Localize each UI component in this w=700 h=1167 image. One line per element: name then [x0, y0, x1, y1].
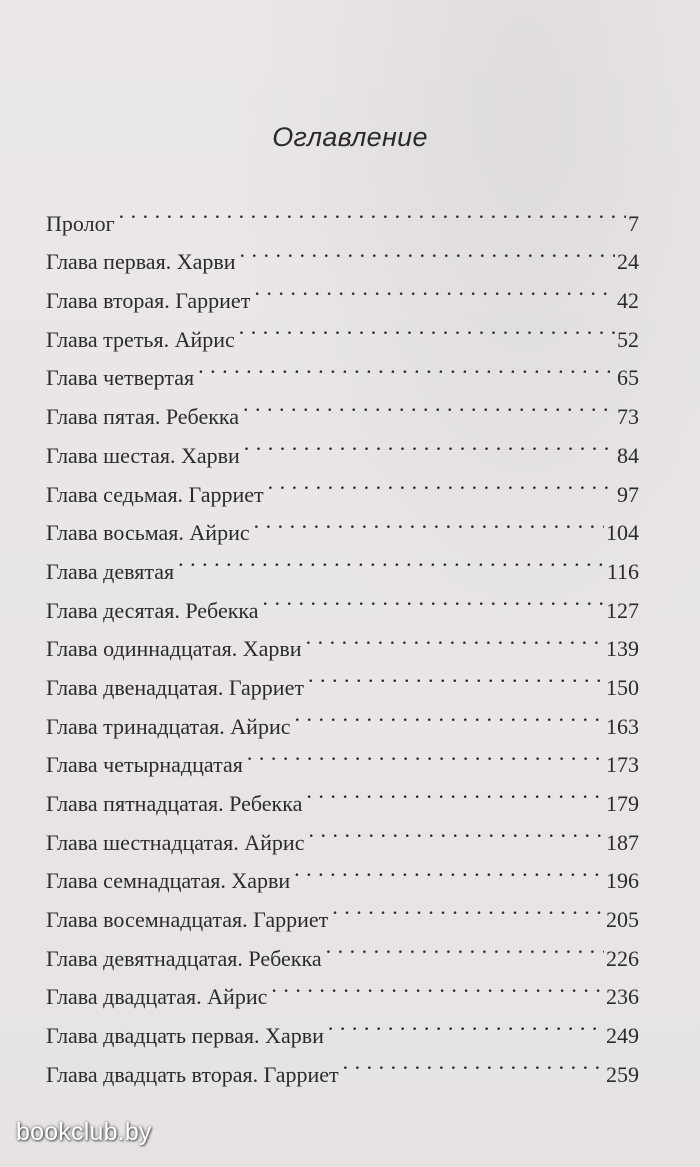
dot-leader	[247, 734, 604, 773]
page-title: Оглавление	[272, 122, 428, 152]
toc-entry-page: 163	[606, 713, 639, 739]
toc-entry-page: 73	[617, 404, 639, 430]
toc-entry-page: 84	[617, 442, 639, 468]
toc-entry-page: 97	[617, 481, 639, 507]
toc-entry-page: 205	[606, 907, 639, 933]
dot-leader	[239, 308, 615, 347]
toc-entry-title: Глава четырнадцатая	[46, 752, 243, 778]
toc-entry-title: Глава шестая. Харви	[46, 442, 240, 468]
toc-entry-title: Глава седьмая. Гарриет	[46, 481, 264, 507]
toc-entry-title: Глава двадцать вторая. Гарриет	[46, 1061, 339, 1087]
dot-leader	[198, 347, 615, 386]
dot-leader	[328, 1004, 604, 1043]
toc-entry	[46, 192, 639, 236]
dot-leader	[271, 966, 604, 1005]
dot-leader	[243, 385, 615, 424]
toc-entry-title: Глава двадцать первая. Харви	[46, 1023, 324, 1049]
dot-leader	[332, 888, 604, 927]
dot-leader	[263, 579, 604, 618]
toc-entry-page: 127	[606, 597, 639, 623]
dot-leader	[308, 656, 604, 695]
watermark: bookclub.by	[16, 1118, 152, 1146]
toc-entry-page: 236	[606, 984, 639, 1010]
toc-entry-title: Глава пятнадцатая. Ребекка	[46, 791, 303, 816]
dot-leader	[343, 1043, 604, 1082]
toc-entry-page: 65	[617, 365, 639, 391]
toc-entry-title: Пролог	[46, 210, 115, 236]
dot-leader	[308, 811, 604, 850]
toc-entry-page: 173	[606, 752, 639, 778]
toc-entry-title: Глава четвертая	[46, 365, 195, 391]
dot-leader	[119, 192, 626, 231]
table-of-contents	[46, 192, 639, 1087]
toc-entry-title: Глава десятая. Ребекка	[46, 597, 259, 623]
dot-leader	[254, 502, 604, 541]
toc-entry-page: 24	[617, 249, 639, 275]
toc-entry-title: Глава восьмая. Айрис	[46, 520, 250, 546]
toc-entry-title: Глава двадцатая. Айрис	[46, 984, 268, 1010]
toc-entry-title: Глава вторая. Гарриет	[46, 288, 251, 314]
toc-entry-title: Глава первая. Харви	[46, 249, 236, 275]
toc-entry-title: Глава тринадцатая. Айрис	[46, 713, 291, 739]
toc-entry-page: 139	[606, 636, 639, 662]
toc-entry-page: 226	[606, 945, 639, 971]
dot-leader	[244, 424, 615, 463]
toc-entry-page: 259	[606, 1061, 639, 1087]
toc-entry-page: 150	[606, 674, 639, 700]
dot-leader	[295, 695, 605, 734]
toc-entry-title: Глава пятая. Ребекка	[46, 404, 240, 430]
dot-leader	[306, 618, 604, 657]
toc-entry-title: Глава шестнадцатая. Айрис	[46, 829, 305, 855]
toc-entry-page: 187	[606, 829, 639, 855]
toc-entry-page: 179	[606, 791, 639, 816]
toc-entry-page: 249	[606, 1023, 639, 1049]
toc-entry-page: 52	[617, 326, 639, 352]
dot-leader	[178, 540, 605, 579]
dot-leader	[240, 231, 615, 270]
dot-leader	[254, 269, 615, 308]
dot-leader	[294, 850, 604, 889]
dot-leader	[306, 772, 604, 811]
toc-entry-title: Глава семнадцатая. Харви	[46, 868, 291, 894]
toc-entry-title: Глава девятая	[46, 558, 175, 584]
toc-entry-page: 116	[606, 558, 639, 584]
toc-entry-page: 104	[606, 520, 639, 546]
toc-entry-title: Глава девятнадцатая. Ребекка	[46, 945, 322, 971]
dot-leader	[326, 927, 604, 966]
toc-entry-title: Глава третья. Айрис	[46, 326, 235, 352]
toc-entry-title: Глава восемнадцатая. Гарриет	[46, 907, 329, 933]
dot-leader	[268, 463, 615, 502]
toc-entry-page: 196	[606, 868, 639, 894]
toc-entry-title: Глава одиннадцатая. Харви	[46, 636, 302, 662]
toc-entry	[46, 231, 639, 275]
toc-entry-page: 42	[617, 288, 639, 314]
toc-entry-page: 7	[628, 210, 639, 236]
toc-entry-title: Глава двенадцатая. Гарриет	[46, 674, 304, 700]
